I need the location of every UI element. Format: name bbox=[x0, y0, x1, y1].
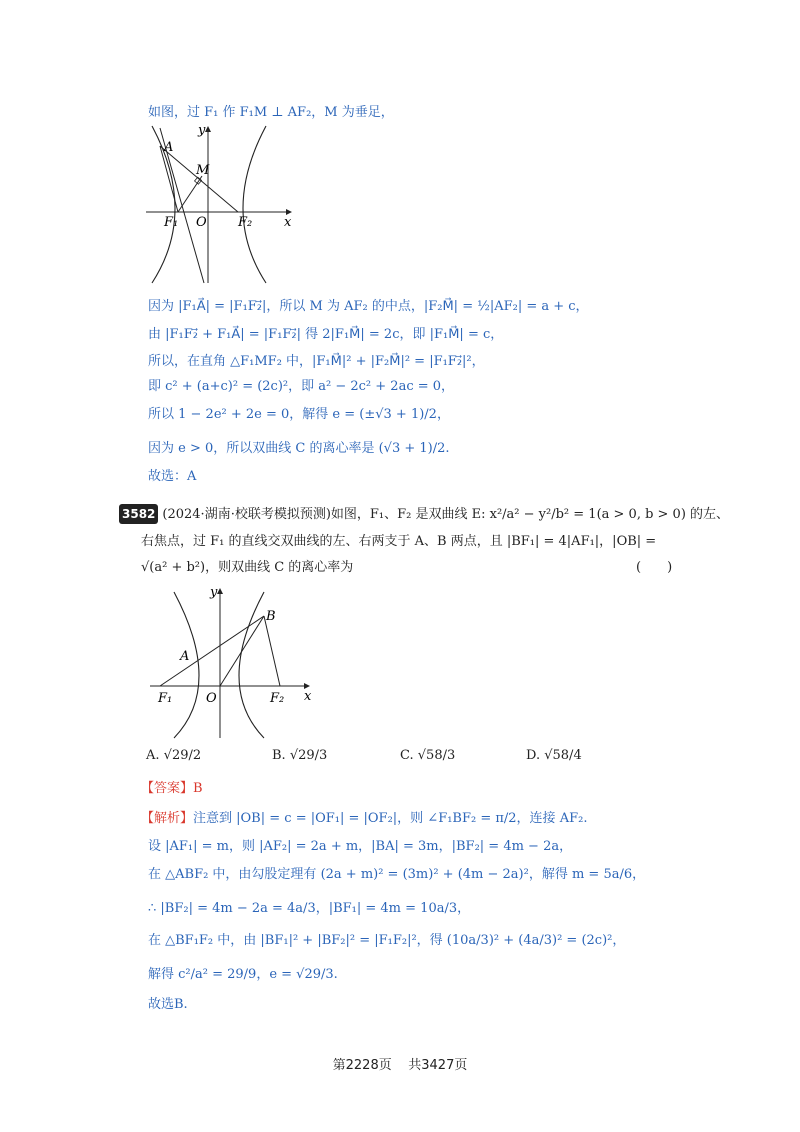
analysis-tag: 【解析】 bbox=[141, 811, 194, 826]
solution-line-4: 即 c² + (a+c)² = (2c)²，即 a² − 2c² + 2ac = 0， bbox=[148, 379, 455, 394]
label-x: x bbox=[304, 689, 312, 704]
answer-tag: 【答案】 bbox=[141, 781, 194, 796]
page-total: 共3427页 bbox=[408, 1058, 468, 1073]
label-F1: F₁ bbox=[158, 691, 173, 706]
option-c[interactable]: C. √58/3 bbox=[400, 748, 456, 763]
analysis-line-6: 解得 c²/a² = 29/9，e = √29/3. bbox=[148, 967, 338, 982]
label-y: y bbox=[198, 123, 206, 138]
label-B: B bbox=[266, 609, 276, 624]
label-F1: F₁ bbox=[164, 215, 179, 230]
answer-paren: ( ) bbox=[636, 560, 673, 575]
left-branch bbox=[174, 592, 199, 738]
label-y: y bbox=[210, 585, 218, 600]
analysis-text-1: 注意到 |OB| = c = |OF₁| = |OF₂|，则 ∠F₁BF₂ = π/2，连接 AF₂. bbox=[193, 811, 588, 826]
solution-line-2: 由 |F₁F₂⃗ + F₁A⃗| = |F₁F₂⃗| 得 2|F₁M⃗| = 2c，即 |F₁M⃗| = c， bbox=[148, 327, 504, 342]
figure-hyperbola-1 bbox=[138, 118, 308, 288]
analysis-first-line bbox=[141, 810, 587, 828]
label-F2: F₂ bbox=[270, 691, 285, 706]
option-d[interactable]: D. √58/4 bbox=[526, 748, 582, 763]
answer-value: B bbox=[193, 781, 203, 796]
label-F2: F₂ bbox=[238, 215, 253, 230]
solution-intro: 如图，过 F₁ 作 F₁M ⊥ AF₂，M 为垂足， bbox=[148, 105, 394, 120]
label-O: O bbox=[196, 215, 207, 230]
option-b[interactable]: B. √29/3 bbox=[272, 748, 328, 763]
problem-line-3: √(a² + b²)，则双曲线 C 的离心率为 bbox=[141, 560, 354, 575]
problem-text-1: (2024·湖南·校联考模拟预测)如图，F₁、F₂ 是双曲线 E: x²/a² − y²/b² = 1(a > 0, b > 0) 的左、 bbox=[162, 507, 730, 522]
label-A: A bbox=[164, 140, 174, 155]
analysis-line-5: 在 △BF₁F₂ 中，由 |BF₁|² + |BF₂|² = |F₁F₂|²，得 (10a/3)² + (4a/3)² = (2c)²， bbox=[148, 933, 626, 948]
analysis-line-4: ∴ |BF₂| = 4m − 2a = 4a/3，|BF₁| = 4m = 10a/3， bbox=[148, 901, 471, 916]
problem-number-badge: 3582 bbox=[119, 504, 158, 524]
right-branch bbox=[243, 126, 266, 283]
page-footer bbox=[0, 1054, 800, 1073]
solution-line-3: 所以，在直角 △F₁MF₂ 中，|F₁M⃗|² + |F₂M⃗|² = |F₁F₂⃗|²， bbox=[148, 354, 485, 369]
label-M: M bbox=[196, 163, 210, 178]
analysis-line-7: 故选B. bbox=[148, 997, 188, 1012]
analysis-line-3: 在 △ABF₂ 中，由勾股定理有 (2a + m)² = (3m)² + (4m − 2a)²，解得 m = 5a/6， bbox=[148, 867, 646, 882]
problem-line-2: 右焦点，过 F₁ 的直线交双曲线的左、右两支于 A、B 两点，且 |BF₁| = 4|AF₁|，|OB| = bbox=[141, 534, 657, 549]
solution-line-6: 因为 e > 0，所以双曲线 C 的离心率是 (√3 + 1)/2. bbox=[148, 441, 450, 456]
figure-hyperbola-2 bbox=[146, 580, 326, 740]
label-x: x bbox=[284, 215, 292, 230]
answer-row bbox=[141, 780, 203, 798]
problem-line-1 bbox=[119, 504, 729, 524]
solution-line-7: 故选：A bbox=[148, 469, 197, 484]
analysis-line-2: 设 |AF₁| = m，则 |AF₂| = 2a + m，|BA| = 3m，|BF₂| = 4m − 2a， bbox=[148, 839, 573, 854]
label-O: O bbox=[206, 691, 217, 706]
right-branch bbox=[239, 592, 264, 738]
page-number: 第2228页 bbox=[332, 1058, 392, 1073]
solution-line-5: 所以 1 − 2e² + 2e = 0，解得 e = (±√3 + 1)/2， bbox=[148, 407, 450, 422]
solution-line-1: 因为 |F₁A⃗| = |F₁F₂⃗|，所以 M 为 AF₂ 的中点，|F₂M⃗| = ½|AF₂| = a + c， bbox=[148, 299, 589, 314]
label-A: A bbox=[180, 649, 190, 664]
option-a[interactable]: A. √29/2 bbox=[146, 748, 202, 763]
